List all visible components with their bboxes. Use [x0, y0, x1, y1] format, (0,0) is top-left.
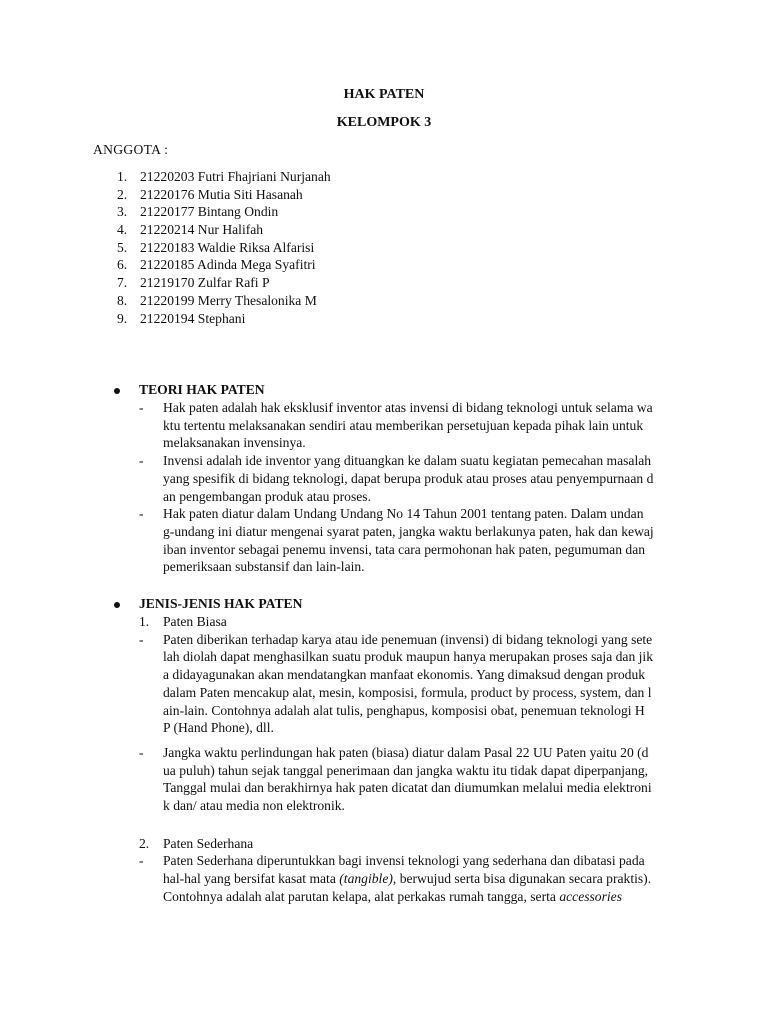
text-line: a didayagunakan akan mendatangkan manfaat ekonomis. Yang dimaksud dengan produk	[163, 667, 646, 683]
document-subtitle: KELOMPOK 3	[336, 115, 432, 130]
text-line: iban inventor sebagai penemu invensi, tata cara permohonan hak paten, pegumuman dan	[163, 541, 646, 557]
section-jenis-hak-paten	[0, 595, 768, 906]
text-run: hal-hal yang bersifat kasat mata	[163, 871, 340, 887]
member-item	[0, 274, 331, 292]
definition-item	[0, 399, 673, 452]
member-item	[0, 239, 331, 257]
dash-marker: -	[139, 853, 144, 869]
text-line: Paten diberikan terhadap karya atau ide penemuan (invensi) di bidang teknologi yang sete	[163, 631, 653, 647]
bullet-icon	[114, 602, 120, 608]
text-line: Jangka waktu perlindungan hak paten (biasa) diatur dalam Pasal 22 UU Paten yaitu 20 (d	[163, 744, 649, 760]
definition-item	[0, 744, 673, 815]
list-number: 3.	[117, 204, 128, 220]
member-text: 21220214 Nur Halifah	[140, 222, 264, 238]
text-line: ua puluh) tahun sejak tanggal penerimaan dan jangka waktu itu tidak dapat diperpanjang,	[163, 762, 649, 778]
text-run: Contohnya adalah alat parutan kelapa, alat perkakas rumah tangga, serta	[163, 888, 560, 904]
section-heading-text: JENIS-JENIS HAK PATEN	[139, 596, 303, 611]
member-item	[0, 292, 331, 310]
members-heading: ANGGOTA :	[93, 142, 169, 157]
member-text: 21220183 Waldie Riksa Alfarisi	[140, 239, 315, 255]
dash-marker: -	[139, 400, 144, 415]
document-title: HAK PATEN	[343, 87, 425, 102]
member-text: 21220199 Merry Thesalonika M	[140, 292, 317, 308]
member-item	[0, 256, 331, 274]
text-line: an pengembangan produk atau proses.	[163, 488, 371, 504]
member-item	[0, 168, 331, 186]
member-item	[0, 186, 331, 204]
text-line: g-undang ini diatur mengenai syarat paten, jangka waktu berlakunya paten, hak dan kewaj	[163, 523, 654, 539]
members-list	[0, 168, 331, 327]
text-line: dalam Paten mencakup alat, mesin, komposisi, formula, product by process, system, dan l	[163, 684, 652, 700]
member-text: 21220194 Stephani	[140, 310, 246, 326]
dash-marker: -	[139, 744, 144, 760]
list-number: 8.	[117, 292, 128, 308]
member-item	[0, 310, 331, 328]
section-heading	[0, 595, 768, 613]
text-line: ktu tertentu melaksanakan sendiri atau memberikan persetujuan kepada pihak lain untuk	[163, 417, 644, 433]
list-number: 1.	[139, 614, 150, 629]
member-text: 21220185 Adinda Mega Syafitri	[140, 257, 316, 273]
text-line: k dan/ atau media non elektronik.	[163, 798, 345, 814]
text-line	[163, 888, 673, 906]
text-line: P (Hand Phone), dll.	[163, 720, 274, 736]
definition-item	[0, 452, 673, 505]
definition-item	[0, 852, 673, 905]
italic-term: accessories	[559, 888, 622, 904]
italic-term: (tangible),	[339, 871, 397, 887]
member-text: 21219170 Zulfar Rafi P	[140, 275, 270, 291]
list-number: 9.	[117, 310, 128, 326]
subsection-paten-sederhana	[0, 835, 768, 853]
definition-item	[0, 631, 673, 737]
list-number: 4.	[117, 222, 128, 238]
text-line: Invensi adalah ide inventor yang dituangkan ke dalam suatu kegiatan pemecahan masalah	[163, 453, 652, 469]
list-number: 7.	[117, 275, 128, 291]
subsection-label: Paten Sederhana	[163, 835, 254, 851]
text-line	[163, 870, 673, 888]
member-item	[0, 221, 331, 239]
list-number: 2.	[139, 835, 150, 851]
subsection-label: Paten Biasa	[163, 614, 227, 629]
definition-item	[0, 505, 673, 576]
text-line: Hak paten adalah hak eksklusif inventor atas invensi di bidang teknologi untuk selama wa	[163, 400, 653, 415]
text-line: yang spesifik di bidang teknologi, dapat berupa produk atau proses atau penyempurnaan d	[163, 470, 654, 486]
member-text: 21220177 Bintang Ondin	[140, 204, 279, 220]
text-line: lah diolah dapat menghasilkan suatu produk maupun hanya merupakan proses saja dan jik	[163, 649, 653, 665]
text-line: Tanggal mulai dan berakhirnya hak paten dicatat dan diumumkan melalui media elektroni	[163, 780, 652, 796]
dash-marker: -	[139, 506, 144, 522]
text-line: Paten Sederhana diperuntukkan bagi invensi teknologi yang sederhana dan dibatasi pada	[163, 853, 645, 869]
dash-marker: -	[139, 631, 144, 647]
section-heading	[0, 381, 768, 399]
text-run: berwujud serta bisa digunakan secara praktis).	[396, 871, 652, 887]
member-text: 21220176 Mutia Siti Hasanah	[140, 186, 303, 202]
text-line: ain-lain. Contohnya adalah alat tulis, penghapus, komposisi obat, penemuan teknologi H	[163, 702, 645, 718]
list-number: 6.	[117, 257, 128, 273]
list-number: 5.	[117, 239, 128, 255]
text-line: melaksanakan invensinya.	[163, 435, 306, 451]
list-number: 2.	[117, 186, 128, 202]
list-number: 1.	[117, 169, 128, 184]
section-heading-text: TEORI HAK PATEN	[139, 382, 265, 397]
dash-marker: -	[139, 453, 144, 469]
bullet-icon	[114, 388, 120, 394]
subsection-paten-biasa	[0, 613, 768, 631]
text-line: pemeriksaan substansif dan lain-lain.	[163, 559, 365, 575]
member-item	[0, 203, 331, 221]
section-teori-hak-paten	[0, 381, 768, 576]
text-line: Hak paten diatur dalam Undang Undang No 14 Tahun 2001 tentang paten. Dalam undan	[163, 506, 644, 522]
member-text: 21220203 Futri Fhajriani Nurjanah	[140, 169, 331, 184]
